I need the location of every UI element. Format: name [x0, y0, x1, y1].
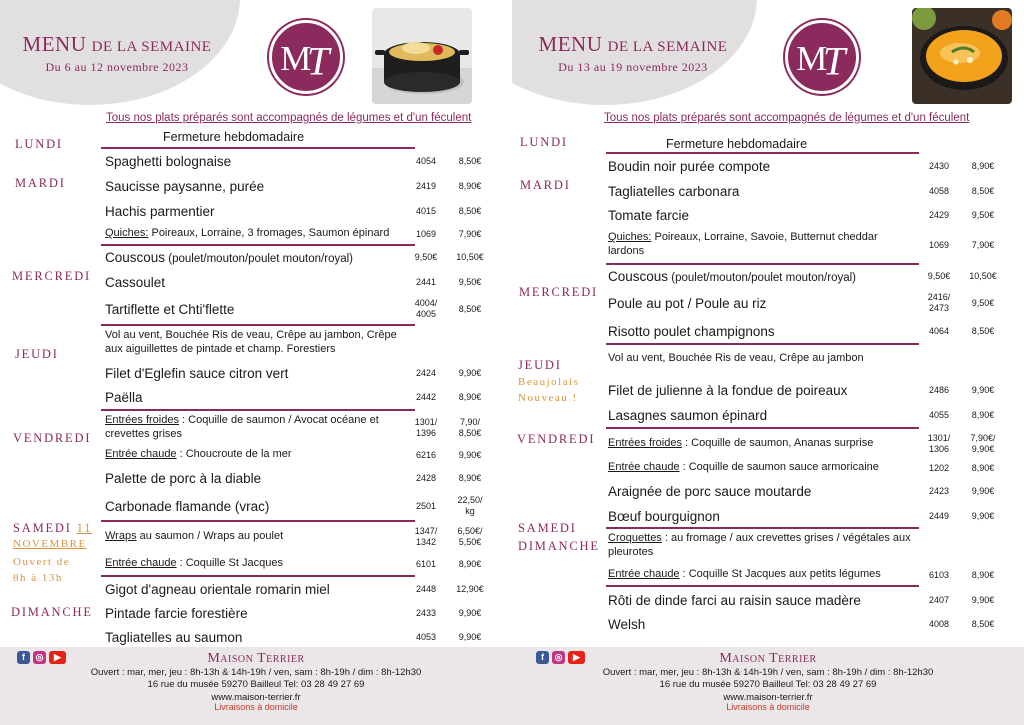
accompaniment-note: Tous nos plats préparés sont accompagnés de légumes et d'un féculent [106, 112, 472, 124]
menu-title [528, 32, 738, 75]
pumpkin-soup-photo [912, 8, 1012, 104]
dish-code: 1069 [928, 239, 950, 250]
dish-name: Boudin noir purée compote [608, 158, 771, 174]
title-rest: DE LA SEMAINE [607, 39, 728, 55]
dish-text: : Coquille St Jacques aux petits légumes [679, 568, 881, 581]
menu-item [608, 230, 1008, 260]
dish-price: 9,90€ [458, 631, 482, 642]
dish-text: Poireaux, Lorraine, 3 fromages, Saumon épinard [148, 227, 390, 240]
menu-item [608, 591, 1008, 609]
facebook-icon[interactable]: f [17, 651, 30, 664]
day-mardi: MARDI [15, 176, 66, 190]
title-rest: DE LA SEMAINE [91, 39, 212, 55]
dish-code: 2449 [928, 510, 950, 521]
dish-name: Filet d'Eglefin sauce citron vert [105, 365, 289, 381]
menu-item [608, 157, 1008, 175]
menu-item [608, 615, 1008, 633]
address-phone: 16 rue du musée 59270 Bailleul Tel: 03 28 49 27 69 [147, 679, 365, 690]
dish-text: : Coquille de saumon, Ananas surprise [681, 437, 874, 450]
dish-name: Lasagnes saumon épinard [608, 407, 768, 423]
dish-price: 9,50€ [971, 209, 995, 220]
dish-price: 8,50€ [458, 205, 482, 216]
date-range: Du 6 au 12 novembre 2023 [45, 60, 189, 74]
website-link[interactable]: www.maison-terrier.fr [723, 692, 813, 703]
day-samedi-label: SAMEDI [13, 521, 72, 535]
menu-item [608, 406, 1008, 424]
dish-price: 8,90€ [458, 558, 482, 569]
dish-name: Tartiflette et Chti'flette [105, 301, 235, 317]
maison-terrier-logo [785, 20, 859, 94]
dish-code: 1301/ 1396 [414, 417, 438, 438]
dish-category: Entrée chaude [608, 461, 680, 474]
menu-item [105, 524, 495, 550]
dish-name [105, 414, 407, 442]
dish-price: 12,90€ [456, 583, 484, 594]
dish-code: 2424 [415, 367, 437, 378]
day-jeudi: JEUDI [518, 358, 562, 372]
menu-item [105, 297, 495, 321]
dish-price: 22,50/ kg [457, 495, 483, 516]
dish-code: 4015 [415, 205, 437, 216]
dish-price: 9,90€ [458, 449, 482, 460]
dish-name: Carbonade flamande (vrac) [105, 498, 270, 514]
menu-item [608, 182, 1008, 200]
samedi-hours-note-2: 8h à 13h [13, 572, 63, 584]
separator-line [606, 152, 919, 154]
website-link[interactable]: www.maison-terrier.fr [211, 692, 301, 703]
dish-code: 2423 [928, 485, 950, 496]
menu-item [608, 482, 1008, 500]
day-dimanche: DIMANCHE [11, 605, 93, 619]
day-vendredi: VENDREDI [517, 432, 596, 446]
menu-item [608, 460, 1008, 476]
dish-text: : Coquille de saumon sauce armoricaine [679, 461, 879, 474]
separator-line [606, 343, 919, 345]
dish-name: Filet de julienne à la fondue de poireaux [608, 382, 848, 398]
menu-item [105, 273, 495, 291]
dish-name: Poule au pot / Poule au riz [608, 295, 767, 311]
youtube-icon[interactable]: ▶ [568, 651, 585, 664]
dish-suffix: (poulet/mouton/poulet mouton/royal) [668, 271, 856, 284]
samedi-hours-note-1: Ouvert de [13, 556, 71, 568]
opening-hours: Ouvert : mar, mer, jeu : 8h-13h & 14h-19h / ven, sam : 8h-19h / dim : 8h-12h30 [602, 667, 934, 678]
dish-code: 6101 [415, 558, 437, 569]
menu-item [105, 493, 495, 519]
dish-price: 7,90€ [458, 228, 482, 239]
menu-item [105, 177, 495, 195]
youtube-icon[interactable]: ▶ [49, 651, 66, 664]
menu-item [105, 628, 495, 646]
menu-item [105, 447, 495, 463]
maison-terrier-logo [269, 20, 343, 94]
dish-price: 9,90€ [971, 384, 995, 395]
menu-item [608, 206, 1008, 224]
instagram-icon[interactable]: ◎ [33, 651, 46, 664]
dish-name [608, 437, 920, 451]
dish-price: 9,90€ [971, 485, 995, 496]
menu-title [12, 32, 222, 75]
day-lundi: LUNDI [15, 137, 63, 151]
day-vendredi: VENDREDI [13, 431, 92, 445]
dish-name: Paëlla [105, 389, 143, 405]
dish-price: 9,90€ [458, 367, 482, 378]
title-word: MENU [538, 32, 603, 56]
accompaniment-note: Tous nos plats préparés sont accompagnés de légumes et d'un féculent [604, 112, 970, 124]
dish-name: Gigot d'agneau orientale romarin miel [105, 581, 330, 597]
dish-code: 2433 [415, 607, 437, 618]
separator-line [606, 427, 919, 429]
menu-item [608, 290, 1008, 316]
dish-text: : au fromage / aux crevettes grises / végétales aux pleurotes [608, 532, 911, 558]
dish-category: Quiches: [105, 227, 149, 240]
dish-price: 9,90€ [971, 594, 995, 605]
dish-name [105, 448, 407, 462]
dish-text: : Choucroute de la mer [176, 448, 292, 461]
dish-text: Poireaux, Lorraine, Savoie, Butternut cheddar lardons [608, 231, 878, 257]
menu-item [105, 248, 495, 266]
dish-code: 4004/ 4005 [414, 298, 438, 319]
dish-category: Entrée chaude [105, 448, 177, 461]
dish-code: 2441 [415, 276, 437, 287]
dish-price: 8,90€ [971, 409, 995, 420]
footer [512, 647, 1024, 725]
title-word: MENU [22, 32, 87, 56]
facebook-icon[interactable]: f [536, 651, 549, 664]
dish-price: 6,50€/ 5,50€ [457, 526, 483, 547]
menu-item [608, 381, 1008, 399]
dish-code: 4008 [928, 618, 950, 629]
dish-name [105, 557, 407, 571]
dish-price: 8,90€ [458, 472, 482, 483]
dish-name: Hachis parmentier [105, 203, 215, 219]
dish-price: 8,50€ [971, 185, 995, 196]
dish-code: 2416/ 2473 [927, 292, 951, 313]
dish-price: 8,50€ [971, 618, 995, 629]
dish-price: 9,50€ [971, 297, 995, 308]
dish-price: 7,90€ [971, 239, 995, 250]
dish-name: Risotto poulet champignons [608, 323, 775, 339]
svg-text:T: T [822, 38, 846, 84]
dish-price: 10,50€ [456, 251, 484, 262]
menu-item [105, 152, 495, 170]
dish-code: 2430 [928, 160, 950, 171]
dish-name: Palette de porc à la diable [105, 470, 262, 486]
dish-code: 1347/ 1342 [414, 526, 438, 547]
samedi-month-note: NOVEMBRE [13, 538, 87, 550]
separator-line [101, 409, 415, 411]
dish-name: Rôti de dinde farci au raisin sauce madère [608, 592, 861, 608]
instagram-icon[interactable]: ◎ [552, 651, 565, 664]
brand-name: Maison Terrier [207, 651, 305, 666]
dish-code: 2428 [415, 472, 437, 483]
dish-code: 1202 [928, 462, 950, 473]
menu-item [608, 567, 1008, 583]
dish-category: Croquettes [608, 532, 662, 545]
dish-category: Entrée chaude [105, 557, 177, 570]
weekly-closure: Fermeture hebdomadaire [163, 130, 305, 144]
dish-price: 10,50€ [969, 270, 997, 281]
dish-text: au saumon / Wraps au poulet [136, 530, 284, 543]
dish-price: 8,90€ [971, 160, 995, 171]
dish-code: 6103 [928, 569, 950, 580]
dish-price: 8,50€ [458, 303, 482, 314]
dish-text: : Coquille St Jacques [176, 557, 283, 570]
dish-price: 8,90€ [458, 180, 482, 191]
day-samedi: SAMEDI [518, 521, 577, 535]
dish-price: 7,90€/ 9,90€ [970, 433, 996, 454]
day-mercredi: MERCREDI [12, 269, 91, 283]
date-range: Du 13 au 19 novembre 2023 [558, 60, 708, 74]
dish-code: 1069 [415, 228, 437, 239]
menu-item [105, 328, 405, 358]
dish-name [105, 227, 407, 241]
day-samedi [13, 521, 92, 536]
menu-item [105, 364, 495, 382]
menu-week-2 [512, 0, 1024, 725]
dish-name: Saucisse paysanne, purée [105, 178, 265, 194]
dish-name: Vol au vent, Bouchée Ris de veau, Crêpe au jambon [608, 352, 864, 365]
menu-item [608, 431, 1008, 457]
dish-name: Tagliatelles carbonara [608, 183, 740, 199]
dish-price: 9,50€ [458, 276, 482, 287]
separator-line [606, 263, 919, 265]
footer [0, 647, 512, 725]
dish-name: Pintade farcie forestière [105, 605, 248, 621]
menu-item [105, 388, 495, 406]
separator-line [606, 585, 919, 587]
menu-item [105, 202, 495, 220]
dish-name: Bœuf bourguignon [608, 508, 720, 524]
dish-code: 2501 [415, 500, 437, 511]
menu-item [105, 469, 495, 487]
dish-code: 4064 [928, 325, 950, 336]
dish-price: 9,90€ [971, 510, 995, 521]
separator-line [606, 527, 919, 529]
dish-suffix: (poulet/mouton/poulet mouton/royal) [165, 252, 353, 265]
day-jeudi: JEUDI [15, 347, 59, 361]
menu-item [105, 604, 495, 622]
dish-name [608, 231, 920, 259]
day-dimanche: DIMANCHE [518, 539, 600, 553]
dish-code: 9,50€ [414, 251, 438, 262]
menu-item [608, 507, 1008, 525]
separator-line [101, 244, 415, 246]
weekly-closure: Fermeture hebdomadaire [666, 137, 808, 151]
dish-category: Entrée chaude [608, 568, 680, 581]
beaujolais-note-2: Nouveau ! [518, 392, 578, 404]
dish-name [608, 532, 918, 560]
dish-text: Couscous [608, 268, 669, 284]
dish-code: 4054 [415, 155, 437, 166]
dish-name [608, 568, 920, 582]
beaujolais-note-1: Beaujolais [518, 376, 580, 388]
dish-code: 9,50€ [927, 270, 951, 281]
dish-code: 2407 [928, 594, 950, 605]
dish-category: Quiches: [608, 231, 652, 244]
dish-name [608, 461, 920, 475]
separator-line [101, 520, 415, 522]
dish-code: 2442 [415, 391, 437, 402]
dish-code: 2429 [928, 209, 950, 220]
dish-code: 4055 [928, 409, 950, 420]
soup-pot-photo [372, 8, 472, 104]
dish-price: 8,90€ [458, 391, 482, 402]
dish-code: 4053 [415, 631, 437, 642]
delivery-note: Livraisons à domicile [726, 702, 810, 712]
delivery-note: Livraisons à domicile [214, 702, 298, 712]
day-samedi-date: 11 [76, 521, 93, 535]
menu-item [105, 413, 495, 443]
dish-text: : Coquille de saumon / Avocat océane et crevettes grises [105, 414, 379, 440]
dish-name: Tomate farcie [608, 207, 690, 223]
address-phone: 16 rue du musée 59270 Bailleul Tel: 03 28 49 27 69 [659, 679, 877, 690]
separator-line [101, 575, 415, 577]
separator-line [101, 324, 415, 326]
menu-item [105, 556, 495, 572]
dish-code: 6216 [415, 449, 437, 460]
dish-name: Tagliatelles au saumon [105, 629, 243, 645]
dish-code: 2419 [415, 180, 437, 191]
dish-name: Spaghetti bolognaise [105, 153, 232, 169]
opening-hours: Ouvert : mar, mer, jeu : 8h-13h & 14h-19h / ven, sam : 8h-19h / dim : 8h-12h30 [90, 667, 422, 678]
dish-category: Entrées froides [105, 414, 179, 427]
day-mercredi: MERCREDI [519, 285, 598, 299]
dish-name [608, 269, 920, 284]
dish-category: Entrées froides [608, 437, 682, 450]
dish-price: 8,90€ [971, 569, 995, 580]
menu-item [608, 322, 1008, 340]
dish-name: Araignée de porc sauce moutarde [608, 483, 812, 499]
dish-name [105, 530, 407, 544]
separator-line [101, 147, 415, 149]
menu-item [105, 226, 495, 242]
dish-price: 9,90€ [458, 607, 482, 618]
menu-item [608, 531, 918, 561]
brand-name: Maison Terrier [719, 651, 817, 666]
dish-code: 1301/ 1306 [927, 433, 951, 454]
menu-item [105, 580, 495, 598]
dish-price: 8,50€ [971, 325, 995, 336]
dish-code: 2448 [415, 583, 437, 594]
dish-name: Cassoulet [105, 274, 166, 290]
dish-category: Wraps [105, 530, 137, 543]
dish-price: 8,50€ [458, 155, 482, 166]
dish-name [105, 250, 407, 265]
dish-name: Vol au vent, Bouchée Ris de veau, Crêpe au jambon, Crêpe aux aiguillettes de pintade et champ. Forestiers [105, 329, 397, 355]
dish-name: Welsh [608, 616, 646, 632]
dish-code: 2486 [928, 384, 950, 395]
svg-text:M: M [796, 38, 828, 78]
day-mardi: MARDI [520, 178, 571, 192]
menu-item [608, 351, 1008, 367]
svg-text:T: T [306, 38, 330, 84]
dish-code: 4058 [928, 185, 950, 196]
menu-item [608, 267, 1008, 285]
dish-price: 7,90/ 8,50€ [458, 417, 482, 438]
day-lundi: LUNDI [520, 135, 568, 149]
dish-text: Couscous [105, 249, 166, 265]
dish-price: 8,90€ [971, 462, 995, 473]
svg-text:M: M [280, 38, 312, 78]
